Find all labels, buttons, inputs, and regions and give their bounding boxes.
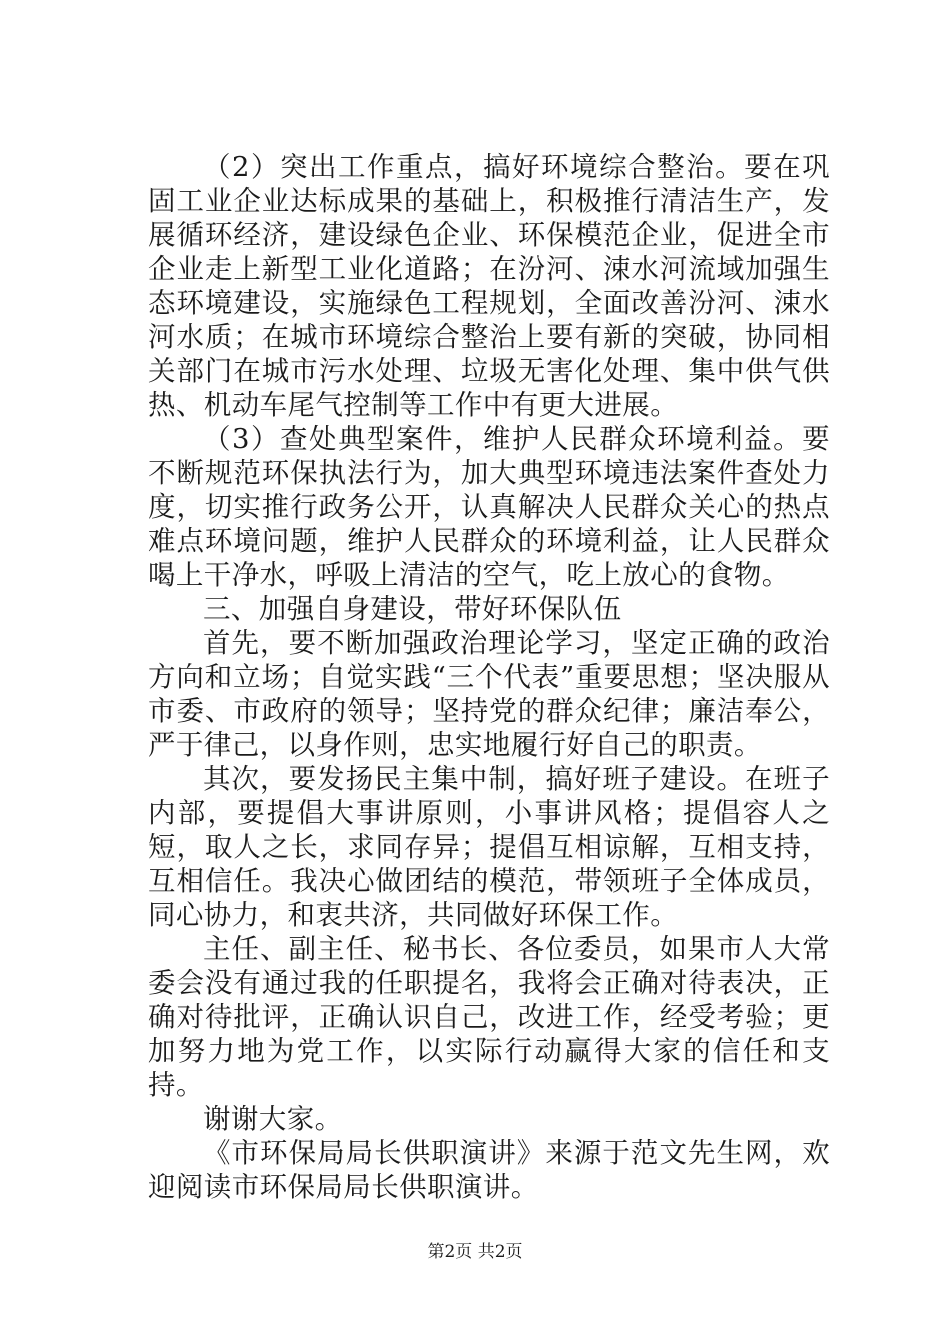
paragraph-address: 主任、副主任、秘书长、各位委员，如果市人大常委会没有通过我的任职提名，我将会正确对待表决，正确对待批评，正确认识自己，改进工作，经受考验；更加努力地为党工作，以实际行动赢得大家的信任和支持。 bbox=[148, 933, 830, 1101]
section-heading-self-building: 三、加强自身建设，带好环保队伍 bbox=[203, 593, 622, 625]
paragraph-source: 《市环保局局长供职演讲》来源于范文先生网，欢迎阅读市环保局局长供职演讲。 bbox=[148, 1137, 830, 1203]
paragraph-key-focus: （2）突出工作重点，搞好环境综合整治。要在巩固工业企业达标成果的基础上，积极推行清洁生产，发展循环经济，建设绿色企业、环保模范企业，促进全市企业走上新型工业化道路；在汾河、涑水河流域加强生态环境建设，实施绿色工程规划，全面改善汾河、涑水河水质；在城市环境综合整治上要有新的突破，协同相关部门在城市污水处理、垃圾无害化处理、集中供气供热、机动车尾气控制等工作中有更大进展。 bbox=[148, 151, 830, 421]
document-body bbox=[148, 150, 830, 1204]
paragraph-thanks: 谢谢大家。 bbox=[203, 1103, 343, 1135]
paragraph-second: 其次，要发扬民主集中制，搞好班子建设。在班子内部，要提倡大事讲原则，小事讲风格；提倡容人之短，取人之长，求同存异；提倡互相谅解，互相支持，互相信任。我决心做团结的模范，带领班子全体成员，同心协力，和衷共济，共同做好环保工作。 bbox=[148, 763, 830, 931]
paragraph-typical-cases: （3）查处典型案件，维护人民群众环境利益。要不断规范环保执法行为，加大典型环境违法案件查处力度，切实推行政务公开，认真解决人民群众关心的热点难点环境问题，维护人民群众的环境利益，让人民群众喝上干净水，呼吸上清洁的空气，吃上放心的食物。 bbox=[148, 423, 830, 591]
page-footer: 第2页 共2页 bbox=[427, 1242, 523, 1262]
paragraph-first: 首先，要不断加强政治理论学习，坚定正确的政治方向和立场；自觉实践“三个代表”重要思想；坚决服从市委、市政府的领导；坚持党的群众纪律；廉洁奉公，严于律己，以身作则，忠实地履行好自己的职责。 bbox=[148, 627, 830, 761]
